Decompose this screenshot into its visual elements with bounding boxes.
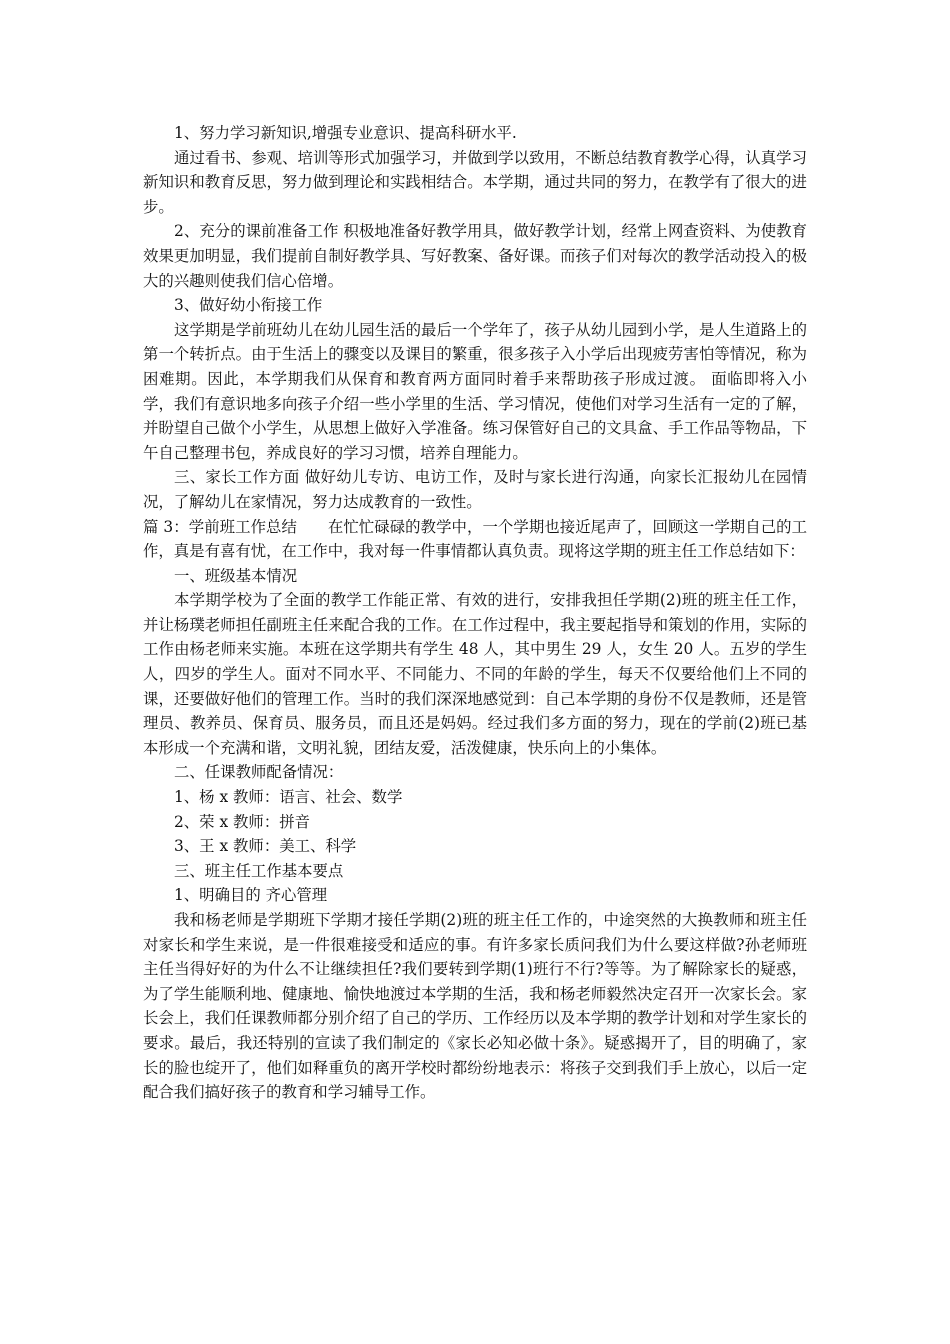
section-heading: 一、班级基本情况 (174, 566, 298, 585)
section-heading: 三、班主任工作基本要点 (174, 861, 344, 880)
list-item-heading: 1、努力学习新知识,增强专业意识、提高科研水平. (174, 124, 517, 142)
list-item-heading: 1、明确目的 齐心管理 (174, 886, 328, 905)
body-paragraph: 三、家长工作方面 做好幼儿专访、电访工作，及时与家长进行沟通，向家长汇报幼儿在园情况，了解幼儿在家情况，努力达成教育的一致性。 (143, 468, 807, 511)
body-paragraph: 通过看书、参观、培训等形式加强学习，并做到学以致用，不断总结教育教学心得，认真学习新知识和教育反思，努力做到理论和实践相结合。本学期，通过共同的努力，在教学有了很大的进步。 (143, 148, 807, 216)
list-item: 3、王 x 教师：美工、科学 (174, 837, 357, 856)
body-paragraph: 2、充分的课前准备工作 积极地准备好教学用具，做好教学计划，经常上网查资料、为使教育效果更加明显，我们提前自制好教学具、写好教案、备好课。而孩子们对每次的教学活动投入的极大的兴趣则使我们信心倍增。 (143, 222, 807, 290)
section-title-paragraph: 篇 3：学前班工作总结 在忙忙碌碌的教学中，一个学期也接近尾声了，回顾这一学期自己的工作，真是有喜有忧，在工作中，我对每一件事情都认真负责。现将这学期的班主任工作总结如下： (143, 517, 807, 561)
section-heading: 二、任课教师配备情况： (174, 763, 344, 782)
body-paragraph: 这学期是学前班幼儿在幼儿园生活的最后一个学年了，孩子从幼儿园到小学，是人生道路上的第一个转折点。由于生活上的骤变以及课目的繁重，很多孩子入小学后出现疲劳害怕等情况，称为困难期。因此，本学期我们从保育和教育两方面同时着手来帮助孩子形成过渡。 面临即将入小学，我们有意识地多向孩子介绍一些小学里的生活、学习情况，使他们对学习生活有一定的了解，并盼望自己做个小学生，从思想上做好入学准备。练习保管好自己的文具盒、手工作品等物品，下午自己整理书包，养成良好的学习习惯，培养自理能力。 (143, 320, 807, 462)
document-body (143, 121, 807, 1105)
list-item: 1、杨 x 教师：语言、社会、数学 (174, 788, 403, 807)
body-paragraph: 我和杨老师是学期班下学期才接任学期(2)班的班主任工作的，中途突然的大换教师和班主任对家长和学生来说，是一件很难接受和适应的事。有许多家长质问我们为什么要这样做?孙老师班主任当得好好的为什么不让继续担任?我们要转到学期(1)班行不行?等等。为了解除家长的疑惑，为了学生能顺利地、健康地、愉快地渡过本学期的生活，我和杨老师毅然决定召开一次家长会。家长会上，我们任课教师都分别介绍了自己的学历、工作经历以及本学期的教学计划和对学生家长的要求。最后，我还特别的宣读了我们制定的《家长必知必做十条》。疑惑揭开了，目的明确了，家长的脸也绽开了，他们如释重负的离开学校时都纷纷地表示：将孩子交到我们手上放心，以后一定配合我们搞好孩子的教育和学习辅导工作。 (143, 911, 807, 1102)
body-paragraph: 本学期学校为了全面的教学工作能正常、有效的进行，安排我担任学期(2)班的班主任工作，并让杨璞老师担任副班主任来配合我的工作。在工作过程中，我主要起指导和策划的作用，实际的工作由杨老师来实施。本班在这学期共有学生 48 人，其中男生 29 人，女生 20 人。五岁的学生人，四岁的学生人。面对不同水平、不同能力、不同的年龄的学生，每天不仅要给他们上不同的课，还要做好他们的管理工作。当时的我们深深地感觉到：自己本学期的身份不仅是教师，还是管理员、教养员、保育员、服务员，而且还是妈妈。经过我们多方面的努力，现在的学前(2)班已基本形成一个充满和谐，文明礼貌，团结友爱，活泼健康，快乐向上的小集体。 (143, 591, 807, 757)
list-item-heading: 3、做好幼小衔接工作 (174, 296, 323, 315)
list-item: 2、荣 x 教师：拼音 (174, 812, 310, 831)
